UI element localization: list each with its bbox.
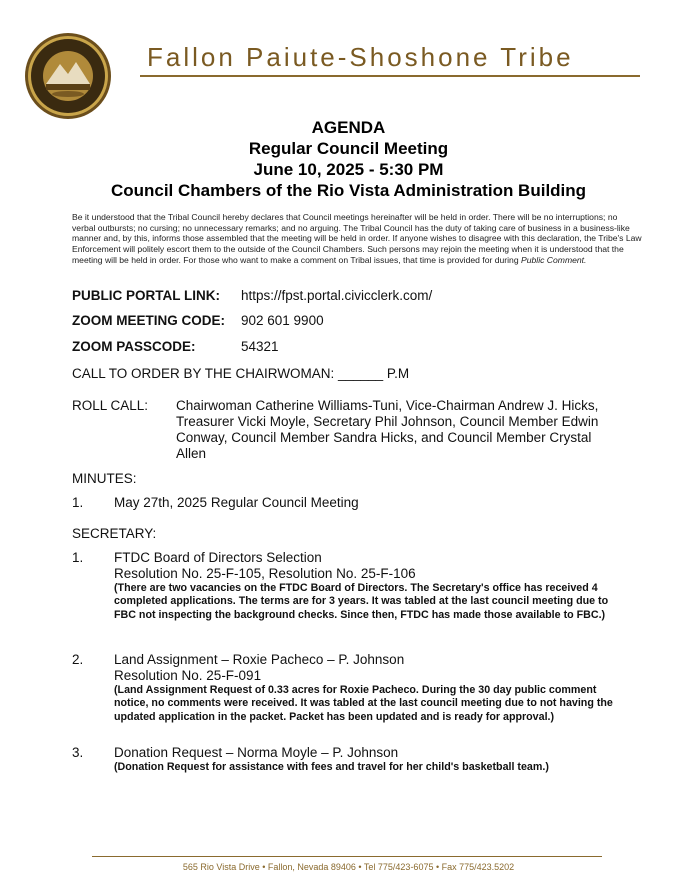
secretary-item-title: Land Assignment – Roxie Pacheco – P. Johnson xyxy=(114,652,405,667)
secretary-item-number: 3. xyxy=(72,745,84,760)
roll-call-line: Conway, Council Member Sandra Hicks, and Council Member Crystal xyxy=(176,430,592,445)
secretary-item-number: 2. xyxy=(72,652,84,667)
secretary-item-note: (Donation Request for assistance with fees and travel for her child's basketball team.) xyxy=(114,761,549,773)
title-rule xyxy=(140,75,640,77)
passcode-label: ZOOM PASSCODE: xyxy=(72,339,196,354)
secretary-item-note: (Land Assignment Request of 0.33 acres for Roxie Pacheco. During the 30 day public comment notice, no comments were received. It was tabled at the last council meeting due to not having the updated application in the packet. Packet has been updated and is ready for approval.) xyxy=(114,684,613,723)
portal-label: PUBLIC PORTAL LINK: xyxy=(72,288,220,303)
secretary-label: SECRETARY: xyxy=(72,526,157,541)
intro-declaration: Be it understood that the Tribal Council hereby declares that Council meetings hereinafter will be held in order. There will be no interruptions; no verbal outbursts; no cursing; no unnecessary remarks; and no arguing. The Tribal Council has the duty of taking care of business in a business-like manner and, by this, informs those assembled that the meeting will be held in order. If anyone wishes to disagree with this declaration, the Tribe's Law Enforcement will politely escort them to the outside of the Council Chambers. Such persons may rejoin the meeting when it is understood that the meeting will be held in order. For those who want to make a comment on Tribal issues, that time is provided for during Public Comment. xyxy=(72,212,642,265)
roll-call-line: Chairwoman Catherine Williams-Tuni, Vice-Chairman Andrew J. Hicks, xyxy=(176,398,599,413)
meeting-date: June 10, 2025 - 5:30 PM xyxy=(253,160,444,179)
secretary-item-note: (There are two vacancies on the FTDC Board of Directors. The Secretary's office has received 4 completed applications. The terms are for 3 years. It was tabled at the last council meeting due to FBC not inspecting the background checks. Since then, FTDC has made those available to FBC.) xyxy=(114,582,609,621)
secretary-item-title: FTDC Board of Directors Selection xyxy=(114,550,322,565)
footer-address: 565 Rio Vista Drive • Fallon, Nevada 89406 • Tel 775/423-6075 • Fax 775/423.5202 xyxy=(182,862,515,872)
minutes-item-number: 1. xyxy=(72,495,84,510)
footer-rule xyxy=(92,856,602,857)
zoom-code-value: 902 601 9900 xyxy=(241,313,324,328)
secretary-item-resolution: Resolution No. 25-F-105, Resolution No. 25-F-106 xyxy=(114,566,416,581)
roll-call-line: Treasurer Vicki Moyle, Secretary Phil Johnson, Council Member Edwin xyxy=(176,414,599,429)
minutes-item-text: May 27th, 2025 Regular Council Meeting xyxy=(114,495,359,510)
zoom-code-label: ZOOM MEETING CODE: xyxy=(72,313,225,328)
roll-call-line: Allen xyxy=(176,446,207,461)
meeting-type: Regular Council Meeting xyxy=(248,139,449,158)
secretary-item-number: 1. xyxy=(72,550,84,565)
tribe-title: Fallon Paiute-Shoshone Tribe xyxy=(147,42,574,72)
passcode-value: 54321 xyxy=(241,339,279,354)
secretary-item-title: Donation Request – Norma Moyle – P. Johnson xyxy=(114,745,399,760)
agenda-heading: AGENDA xyxy=(311,118,386,137)
secretary-item-resolution: Resolution No. 25-F-091 xyxy=(114,668,262,683)
public-comment-emphasis: Public Comment. xyxy=(521,254,587,265)
minutes-label: MINUTES: xyxy=(72,471,137,486)
call-to-order: CALL TO ORDER BY THE CHAIRWOMAN: ______ P.M xyxy=(72,366,410,381)
tribe-seal-logo xyxy=(24,32,112,120)
meeting-location: Council Chambers of the Rio Vista Administration Building xyxy=(110,181,587,200)
portal-link[interactable]: https://fpst.portal.civicclerk.com/ xyxy=(241,288,433,303)
roll-call-label: ROLL CALL: xyxy=(72,398,149,413)
